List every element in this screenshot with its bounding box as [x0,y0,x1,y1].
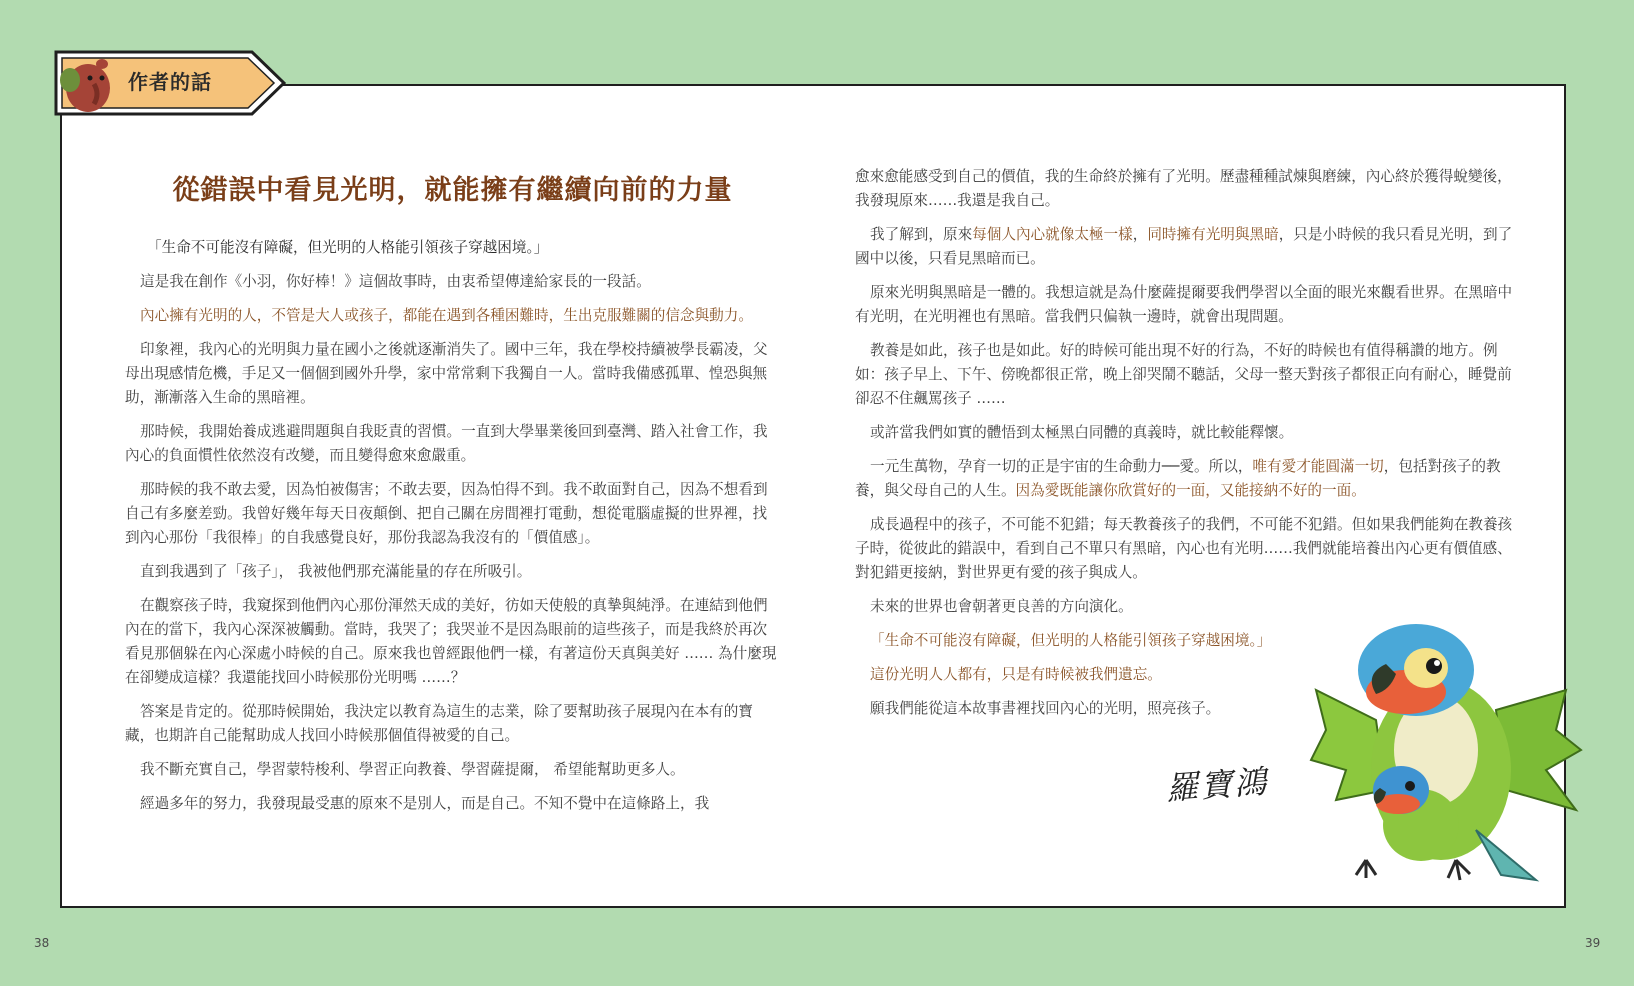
paragraph: 在觀察孩子時，我窺探到他們內心那份渾然天成的美好，彷如天使般的真摯與純淨。在連結到他們內在的當下，我內心深深被觸動。當時，我哭了；我哭並不是因為眼前的這些孩子，而是我終於再次看見那個躲在內心深處小時候的自己。原來我也曾經跟他們一樣，有著這份天真與美好 …… 為什麼現在卻變成這樣？我還能找回小時候那份光明嗎 ……？ [125,597,777,686]
paragraph: 那時候，我開始養成逃避問題與自我貶責的習慣。一直到大學畢業後回到臺灣、踏入社會工作，我內心的負面慣性依然沒有改變，而且變得愈來愈嚴重。 [125,423,768,464]
page-number-right: 39 [1585,936,1601,950]
paragraph: 原來光明與黑暗是一體的。我想這就是為什麼薩提爾要我們學習以全面的眼光來觀看世界。在黑暗中有光明，在光明裡也有黑暗。當我們只偏執一邊時，就會出現問題。 [855,284,1513,325]
paragraph: 答案是肯定的。從那時候開始，我決定以教育為這生的志業，除了要幫助孩子展現內在本有的寶藏，也期許自己能幫助成人找回小時候那個值得被愛的自己。 [125,703,753,744]
paragraph: 或許當我們如實的體悟到太極黑白同體的真義時，就比較能釋懷。 [870,424,1294,441]
left-column [125,236,780,826]
paragraph: 我了解到，原來每個人內心就像太極一樣，同時擁有光明與黑暗，只是小時候的我只看見光明，到了國中以後，只看見黑暗而已。 [855,226,1513,267]
page-heading: 從錯誤中看見光明，就能擁有繼續向前的力量 [172,175,733,206]
emphasis-paragraph: 內心擁有光明的人，不管是大人或孩子，都能在遇到各種困難時，生出克服難關的信念與動力。 [140,307,753,324]
paragraph: 未來的世界也會朝著更良善的方向演化。 [870,598,1133,615]
emphasis-text: 因為愛既能讓你欣賞好的一面，又能接納不好的一面。 [1015,482,1366,499]
parrot-birds-illustration [1306,620,1596,900]
emphasis-text: 同時擁有光明與黑暗 [1147,226,1279,243]
paragraph: 那時候的我不敢去愛，因為怕被傷害；不敢去要，因為怕得不到。我不敢面對自己，因為不想看到自己有多麼差勁。我曾好幾年每天日夜顛倒、把自己關在房間裡打電動，想從電腦虛擬的世界裡，找到內心那份「我很棒」的自我感覺良好，那份我認為我沒有的「價值感」。 [125,481,768,546]
paragraph: 教養是如此，孩子也是如此。好的時候可能出現不好的行為，不好的時候也有值得稱讚的地方。例如：孩子早上、下午、傍晚都很正常，晚上卻哭鬧不聽話，父母一整天對孩子都很正向有耐心，睡覺前卻忍不住飆罵孩子 …… [855,342,1512,407]
paragraph: 成長過程中的孩子，不可能不犯錯；每天教養孩子的我們，不可能不犯錯。但如果我們能夠在教養孩子時，從彼此的錯誤中，看到自己不單只有黑暗，內心也有光明……我們就能培養出內心更有價值感、對犯錯更接納，對世界更有愛的孩子與成人。 [855,516,1513,581]
opening-quote: 「生命不可能沒有障礙，但光明的人格能引領孩子穿越困境。」 [147,239,549,256]
paragraph: 直到我遇到了「孩子」， 我被他們那充滿能量的存在所吸引。 [140,563,532,580]
paragraph: 願我們能從這本故事書裡找回內心的光明，照亮孩子。 [870,700,1221,717]
paragraph: 經過多年的努力，我發現最受惠的原來不是別人，而是自己。不知不覺中在這條路上，我 [140,795,710,812]
paragraph: 愈來愈能感受到自己的價值，我的生命終於擁有了光明。歷盡種種試煉與磨練，內心終於獲得蛻變後，我發現原來……我還是我自己。 [855,168,1512,209]
emphasis-text: 唯有愛才能圓滿一切 [1252,458,1384,475]
header-tag-label: 作者的話 [128,70,212,94]
emphasis-paragraph: 這份光明人人都有，只是有時候被我們遺忘。 [870,666,1162,683]
paragraph: 一元生萬物，孕育一切的正是宇宙的生命動力──愛。所以，唯有愛才能圓滿一切，包括對孩子的教養，與父母自己的人生。因為愛既能讓你欣賞好的一面，又能接納不好的一面。 [855,458,1501,499]
page-number-left: 38 [34,936,50,950]
paragraph: 這是我在創作《小羽，你好棒！》這個故事時，由衷希望傳達給家長的一段話。 [140,273,651,290]
paragraph: 我不斷充實自己，學習蒙特梭利、學習正向教養、學習薩提爾， 希望能幫助更多人。 [140,761,685,778]
paragraph: 印象裡，我內心的光明與力量在國小之後就逐漸消失了。國中三年，我在學校持續被學長霸凌，父母出現感情危機，手足又一個個到國外升學，家中常常剩下我獨自一人。當時我備感孤單、惶恐與無助，漸漸落入生命的黑暗裡。 [125,341,768,406]
author-signature: 羅寶鴻 [1164,762,1270,808]
emphasis-text: 每個人內心就像太極一樣 [972,226,1133,243]
closing-quote: 「生命不可能沒有障礙，但光明的人格能引領孩子穿越困境。」 [870,632,1272,649]
